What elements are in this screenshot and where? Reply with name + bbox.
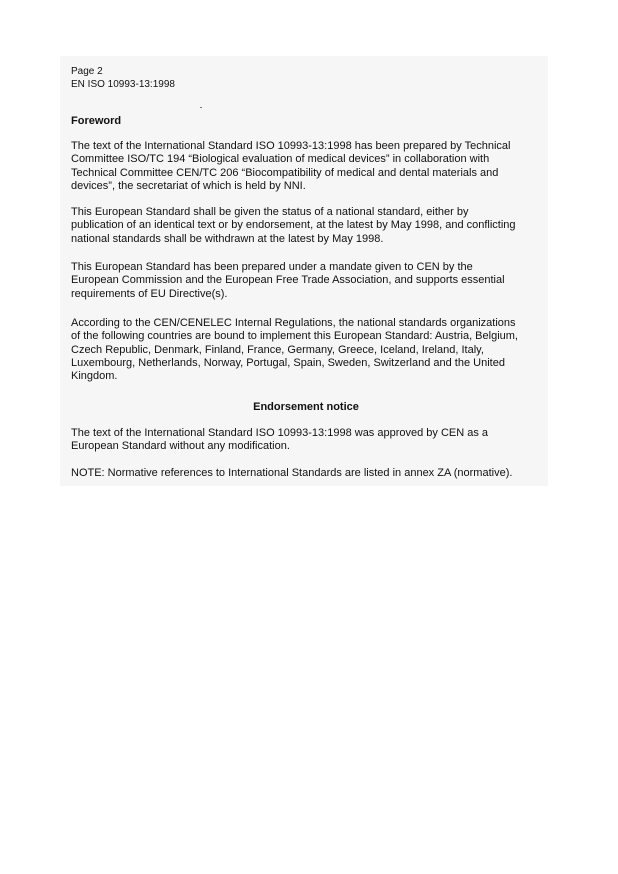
paragraph-line: Czech Republic, Denmark, Finland, France, Germany, Greece, Iceland, Ireland, Italy, — [71, 343, 484, 356]
standard-identifier: EN ISO 10993-13:1998 — [71, 78, 175, 90]
page-header — [71, 66, 175, 91]
endorsement-paragraph-1 — [71, 427, 541, 454]
paragraph-line: This European Standard has been prepared under a mandate given to CEN by the — [71, 261, 473, 273]
paragraph-line: The text of the International Standard ISO 10993-13:1998 was approved by CEN as a — [71, 427, 489, 439]
paragraph-line: requirements of EU Directive(s). — [71, 287, 228, 300]
paragraph-line: Technical Committee CEN/TC 206 “Biocompatibility of medical and dental materials and — [71, 166, 499, 179]
paragraph-line: of the following countries are bound to implement this European Standard: Austria, Belgium, — [71, 330, 518, 343]
paragraph-line: NOTE: Normative references to International Standards are listed in annex ZA (normative). — [71, 467, 513, 479]
scan-speck — [200, 107, 202, 108]
foreword-paragraph-1 — [71, 140, 541, 193]
normative-references-note — [71, 467, 541, 480]
paragraph-line: This European Standard shall be given the status of a national standard, either by — [71, 206, 469, 218]
paragraph-line: devices”, the secretariat of which is held by NNI. — [71, 179, 306, 192]
page-number: Page 2 — [71, 66, 103, 77]
foreword-paragraph-4 — [71, 317, 541, 383]
paragraph-line: European Commission and the European Free Trade Association, and supports essential — [71, 274, 505, 287]
foreword-paragraph-3 — [71, 261, 541, 301]
paragraph-line: European Standard without any modification. — [71, 440, 290, 453]
paragraph-line: The text of the International Standard ISO 10993-13:1998 has been prepared by Technical — [71, 140, 511, 152]
endorsement-notice-heading: Endorsement notice — [253, 401, 359, 413]
paragraph-line: Luxembourg, Netherlands, Norway, Portugal, Spain, Sweden, Switzerland and the United — [71, 356, 505, 369]
paragraph-line: publication of an identical text or by endorsement, at the latest by May 1998, and conflicting — [71, 219, 516, 232]
paragraph-line: According to the CEN/CENELEC Internal Regulations, the national standards organizations — [71, 317, 516, 329]
paragraph-line: national standards shall be withdrawn at the latest by May 1998. — [71, 232, 384, 245]
foreword-paragraph-2 — [71, 206, 541, 246]
paragraph-line: Kingdom. — [71, 370, 118, 383]
paragraph-line: Committee ISO/TC 194 “Biological evaluation of medical devices” in collaboration with — [71, 153, 490, 166]
foreword-heading: Foreword — [71, 115, 122, 127]
